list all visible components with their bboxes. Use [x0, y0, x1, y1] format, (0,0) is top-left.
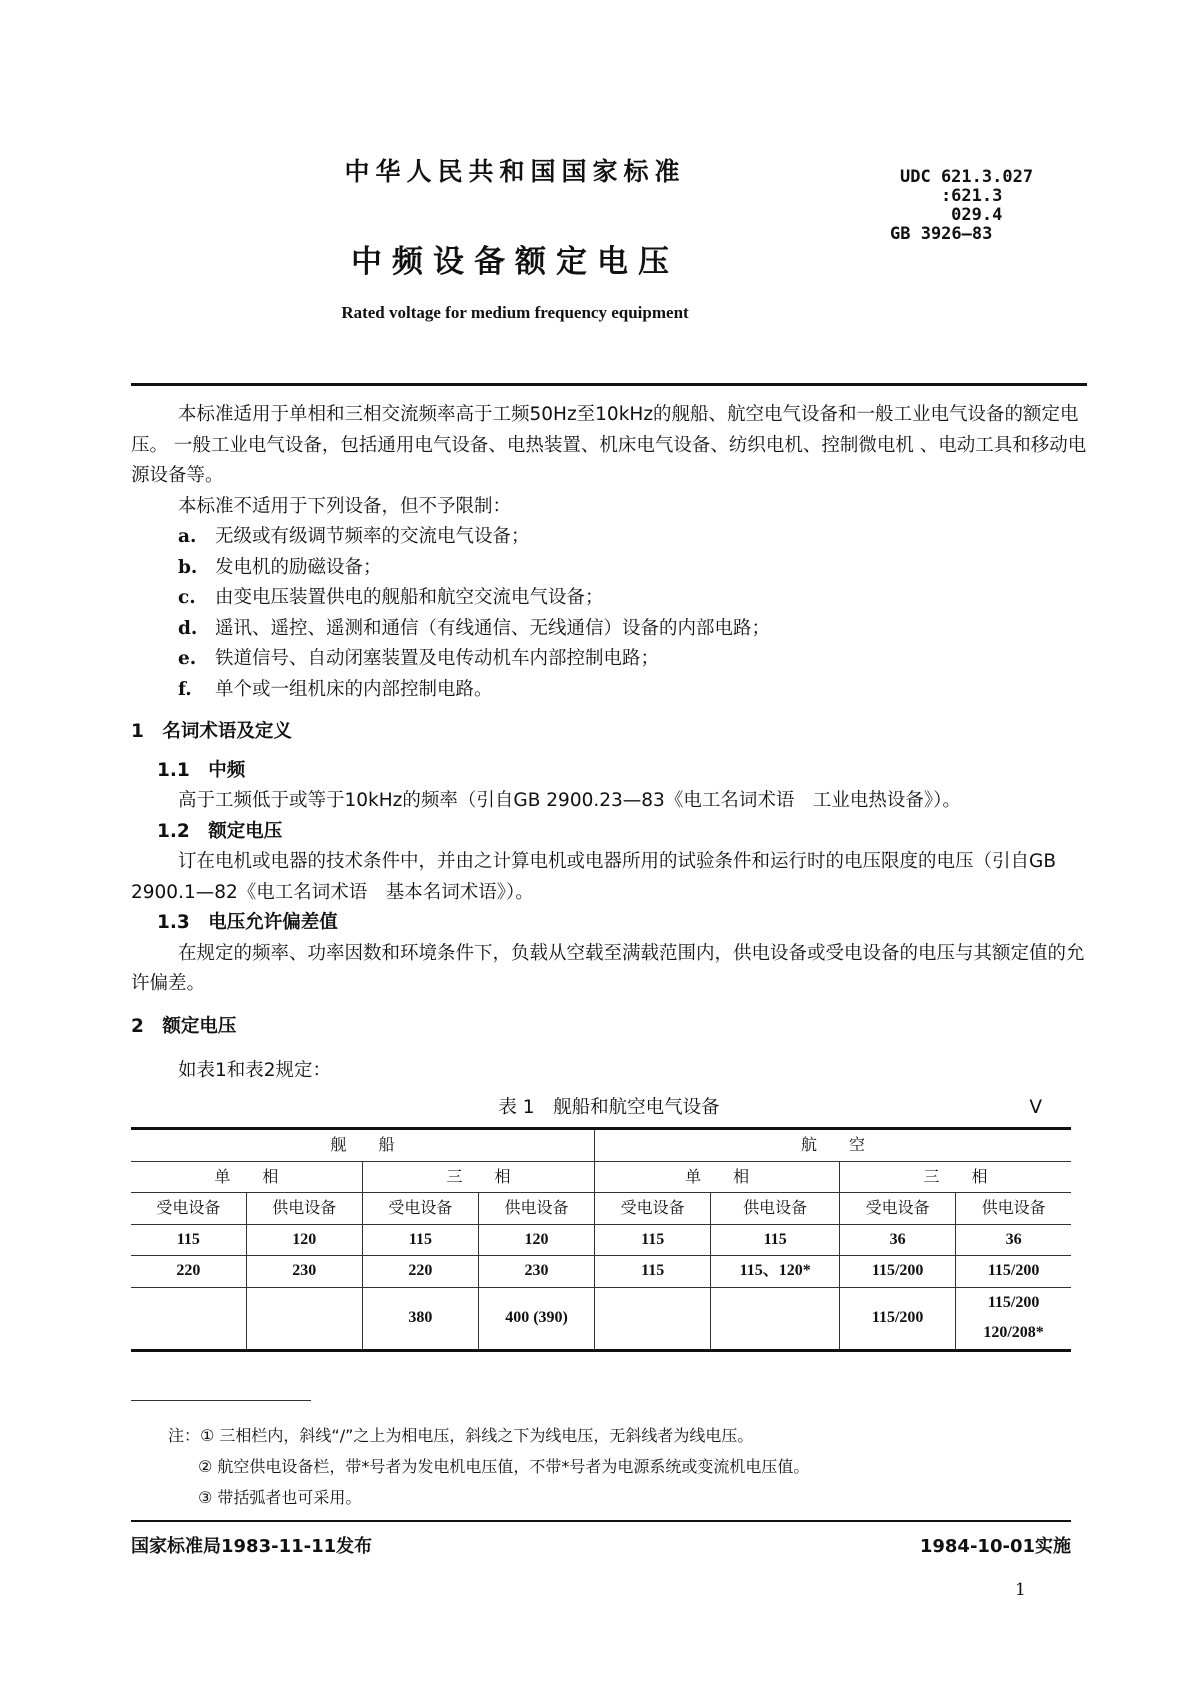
- table-row: [131, 1224, 1071, 1256]
- list-marker: e.: [178, 648, 197, 669]
- list-item: [131, 675, 1087, 706]
- group-aviation: 航 空: [595, 1129, 1071, 1162]
- column-header: 供电设备: [711, 1193, 840, 1225]
- column-header: 供电设备: [956, 1193, 1071, 1225]
- list-marker: c.: [178, 587, 196, 608]
- note-2: ② 航空供电设备栏，带*号者为发电机电压值，不带*号者为电源系统或变流机电压值。: [198, 1457, 810, 1476]
- page-number: 1: [1015, 1580, 1026, 1600]
- list-text: 铁道信号、自动闭塞装置及电传动机车内部控制电路；: [215, 648, 660, 669]
- table-cell: [131, 1287, 246, 1350]
- column-header: 供电设备: [246, 1193, 362, 1225]
- footnote-divider: [131, 1400, 311, 1401]
- caption-text: 表 1 舰船和航空电气设备: [498, 1096, 720, 1118]
- intro-p2: 本标准不适用于下列设备，但不予限制：: [178, 495, 512, 517]
- table-cell: 220: [362, 1256, 478, 1288]
- notes: [168, 1420, 809, 1513]
- table-cell: 115: [711, 1224, 840, 1256]
- table-cell: [711, 1287, 840, 1350]
- list-item: [131, 644, 1087, 675]
- table-cell: 220: [131, 1256, 246, 1288]
- voltage-table: [131, 1127, 1071, 1352]
- table-cell: 115、120*: [711, 1256, 840, 1288]
- table-cell: 115/200: [956, 1256, 1071, 1288]
- divider: [131, 383, 1087, 386]
- phase-header: 单 相: [595, 1161, 840, 1193]
- section-1-2: 1.2 额定电压: [157, 820, 283, 842]
- list-marker: f.: [178, 678, 192, 700]
- phase-header: 三 相: [362, 1161, 594, 1193]
- list-item: [131, 583, 1087, 614]
- intro-p1: 本标准适用于单相和三相交流频率高于工频50Hz至10kHz的舰船、航空电气设备和一般工业电气设备的额定电压。 一般工业电气设备，包括通用电气设备、电热装置、机床电气设备、纺织电机、控制微电机 、电动工具和移动电源设备等。: [131, 404, 1087, 486]
- table-cell: 115: [595, 1224, 711, 1256]
- standard-header: 中华人民共和国国家标准: [344, 157, 686, 186]
- list-item: [131, 614, 1087, 645]
- table-cell: [595, 1287, 711, 1350]
- table-cell: 115: [362, 1224, 478, 1256]
- note-1: 注：① 三相栏内，斜线“/”之上为相电压，斜线之下为线电压，无斜线者为线电压。: [168, 1426, 754, 1445]
- section-2-title: 2 额定电压: [131, 1015, 237, 1037]
- section-1-1-text: 高于工频低于或等于10kHz的频率（引自GB 2900.23—83《电工名词术语 工业电热设备》）。: [178, 790, 961, 811]
- note-3: ③ 带括弧者也可采用。: [198, 1488, 362, 1507]
- column-header: 受电设备: [595, 1193, 711, 1225]
- issue-date: 国家标准局1983-11-11发布: [131, 1536, 373, 1557]
- table-cell: 115: [131, 1224, 246, 1256]
- column-header: 受电设备: [840, 1193, 956, 1225]
- footer-divider: [131, 1520, 1071, 1522]
- phase-header: 单 相: [131, 1161, 362, 1193]
- table-row: [131, 1256, 1071, 1288]
- body: [131, 400, 1087, 1352]
- list-item: [131, 522, 1087, 553]
- unit-label: V: [1029, 1096, 1042, 1118]
- exclusion-list: [131, 522, 1087, 705]
- column-header: 受电设备: [362, 1193, 478, 1225]
- list-text: 由变电压装置供电的舰船和航空交流电气设备；: [215, 587, 604, 608]
- list-marker: a.: [178, 526, 197, 547]
- list-text: 无级或有级调节频率的交流电气设备；: [215, 526, 530, 547]
- table-cell: 380: [362, 1287, 478, 1350]
- title-cn: 中频设备额定电压: [351, 244, 679, 280]
- list-item: [131, 553, 1087, 584]
- section-1-3-text: 在规定的频率、功率因数和环境条件下，负载从空载至满载范围内，供电设备或受电设备的电压与其额定值的允许偏差。: [131, 942, 1085, 994]
- list-text: 单个或一组机床的内部控制电路。: [215, 678, 493, 700]
- column-header: 供电设备: [478, 1193, 594, 1225]
- list-text: 发电机的励磁设备；: [215, 556, 382, 578]
- title-en: Rated voltage for medium frequency equipment: [341, 303, 689, 322]
- phase-header: 三 相: [840, 1161, 1071, 1193]
- table-cell: 36: [956, 1224, 1071, 1256]
- section-1-2-text: 订在电机或电器的技术条件中，并由之计算电机或电器所用的试验条件和运行时的电压限度的电压（引自GB 2900.1—82《电工名词术语 基本名词术语》）。: [131, 851, 1057, 903]
- table-cell: 230: [478, 1256, 594, 1288]
- table-cell: 36: [840, 1224, 956, 1256]
- udc-text: UDC 621.3.027 :621.3 029.4: [900, 167, 1034, 225]
- group-ship: 舰 船: [131, 1129, 595, 1162]
- list-text: 遥讯、遥控、遥测和通信（有线通信、无线通信）设备的内部电路；: [215, 617, 771, 639]
- table-cell: 115: [595, 1256, 711, 1288]
- table-cell: 230: [246, 1256, 362, 1288]
- table-cell: [246, 1287, 362, 1350]
- section-1-title: 1 名词术语及定义: [131, 721, 292, 742]
- table-cell: 400 (390): [478, 1287, 594, 1350]
- list-marker: d.: [178, 617, 198, 639]
- table-cell: 115/200 120/208*: [956, 1287, 1071, 1350]
- table-cell: 120: [478, 1224, 594, 1256]
- section-2-text: 如表1和表2规定：: [178, 1060, 332, 1081]
- column-header: 受电设备: [131, 1193, 246, 1225]
- table-cell: 115/200: [840, 1287, 956, 1350]
- gb-number: GB 3926—83: [890, 224, 993, 244]
- table-cell: 120: [246, 1224, 362, 1256]
- table-cell: 115/200: [840, 1256, 956, 1288]
- section-1-1: 1.1 中频: [157, 759, 246, 781]
- table-caption: [131, 1093, 1087, 1124]
- effective-date: 1984-10-01实施: [919, 1536, 1071, 1557]
- list-marker: b.: [178, 556, 198, 578]
- udc-code: [890, 167, 1034, 244]
- table-row: [131, 1287, 1071, 1350]
- section-1-3: 1.3 电压允许偏差值: [157, 912, 338, 933]
